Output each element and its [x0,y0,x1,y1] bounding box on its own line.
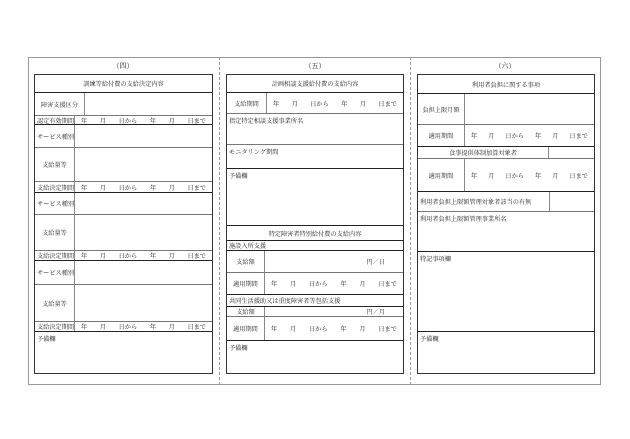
payment-amount-field-2[interactable]: 円／月 [366,309,385,316]
decision-period-field-2[interactable]: 年 月 日から 年 月 日まで [81,253,206,260]
disability-class-field[interactable] [85,93,212,115]
applicable-period-label-1: 適用期間 [227,273,265,294]
group-home-label: 共同生活援助又は重度障害者等包括支援 [229,298,341,305]
cap-management-label: 利用者負担上限額管理対象者該当の有無 [418,192,550,211]
applicable-period-label-6b: 適用期間 [418,159,465,191]
applicable-period-field-2[interactable]: 年 月 日から 年 月 日まで [271,326,397,333]
table-title: 利用者負担に関する事項 [471,81,541,89]
applicable-period-field-1[interactable]: 年 月 日から 年 月 日まで [271,281,397,288]
meal-subsidy-label: 食事提供体制加算対象者 [418,147,549,158]
fold-line-2 [410,57,411,385]
service-type-field-3[interactable] [75,261,212,284]
designated-office-field[interactable]: 指定特定相談支援事業所名 [229,118,304,125]
support-amount-label-2: 支給量等 [35,215,75,250]
reserve-field-5b[interactable]: 予備欄 [229,345,248,352]
applicable-period-field-6a[interactable]: 年 月 日から 年 月 日まで [471,133,588,140]
applicable-period-label-2: 適用期間 [227,317,265,340]
certification-period-field[interactable]: 年 月 日から 年 月 日まで [81,117,206,125]
support-amount-field-3[interactable] [75,285,212,321]
monthly-cap-label: 負担上限月額 [418,94,465,124]
service-type-label-3: サービス種別 [35,261,75,284]
training-benefit-table [34,74,213,374]
disability-class-label: 障害支援区分 [35,93,85,115]
section-number-5: （五） [304,62,326,70]
reserve-field-4[interactable]: 予備欄 [37,336,56,343]
service-type-field-2[interactable] [75,193,212,214]
support-amount-field-2[interactable] [75,215,212,250]
user-burden-table [417,74,595,374]
meal-subsidy-field[interactable] [549,147,594,158]
decision-period-label-2: 支給決定期間 [37,253,75,260]
monitoring-period-field[interactable]: モニタリング期間 [229,149,279,156]
applicable-period-field-6b[interactable]: 年 月 日から 年 月 日まで [471,172,588,180]
facility-support-label: 施設入所支援 [229,243,267,250]
payment-amount-field-1[interactable]: 円／日 [366,259,385,266]
special-benefit-title: 特定障害者特別給付費の支給内容 [268,230,362,238]
fold-line-1 [219,57,220,385]
decision-period-field-1[interactable]: 年 月 日から 年 月 日まで [81,184,206,192]
plan-consultation-table [226,74,404,374]
cap-management-field[interactable] [550,192,594,211]
section-number-6: （六） [494,62,516,70]
special-notes-field[interactable]: 特記事項欄 [420,256,451,263]
service-type-label-2: サービス種別 [35,193,75,214]
support-amount-label-3: 支給量等 [35,285,75,321]
decision-period-label-1: 支給決定期間 [35,182,75,192]
table-title: 計画相談支援給付費の支給内容 [271,81,359,88]
payment-period-label: 支給期間 [227,93,267,113]
section-number-4: （四） [112,62,134,70]
monthly-cap-field[interactable] [465,94,594,124]
payment-period-field[interactable]: 年 月 日から 年 月 日まで [273,100,397,108]
table-title: 訓練等給付費の支給決定内容 [83,81,164,88]
payment-amount-label-1: 支給額 [227,251,265,272]
support-amount-label-1: 支給量等 [35,148,75,181]
certification-period-label: 認定有効期間 [37,117,75,125]
service-type-field-1[interactable] [75,125,212,147]
reserve-field-5a[interactable]: 予備欄 [229,173,248,180]
service-type-label-1: サービス種別 [35,125,75,147]
applicable-period-label-6a: 適用期間 [418,125,465,146]
decision-period-field-3[interactable]: 年 月 日から 年 月 日まで [81,324,206,331]
support-amount-field-1[interactable] [75,148,212,181]
cap-management-office-field[interactable]: 利用者負担上限額管理事業所名 [420,216,507,223]
reserve-field-6[interactable]: 予備欄 [420,336,439,343]
payment-amount-label-2: 支給額 [227,307,265,316]
decision-period-label-3: 支給決定期間 [37,324,75,331]
